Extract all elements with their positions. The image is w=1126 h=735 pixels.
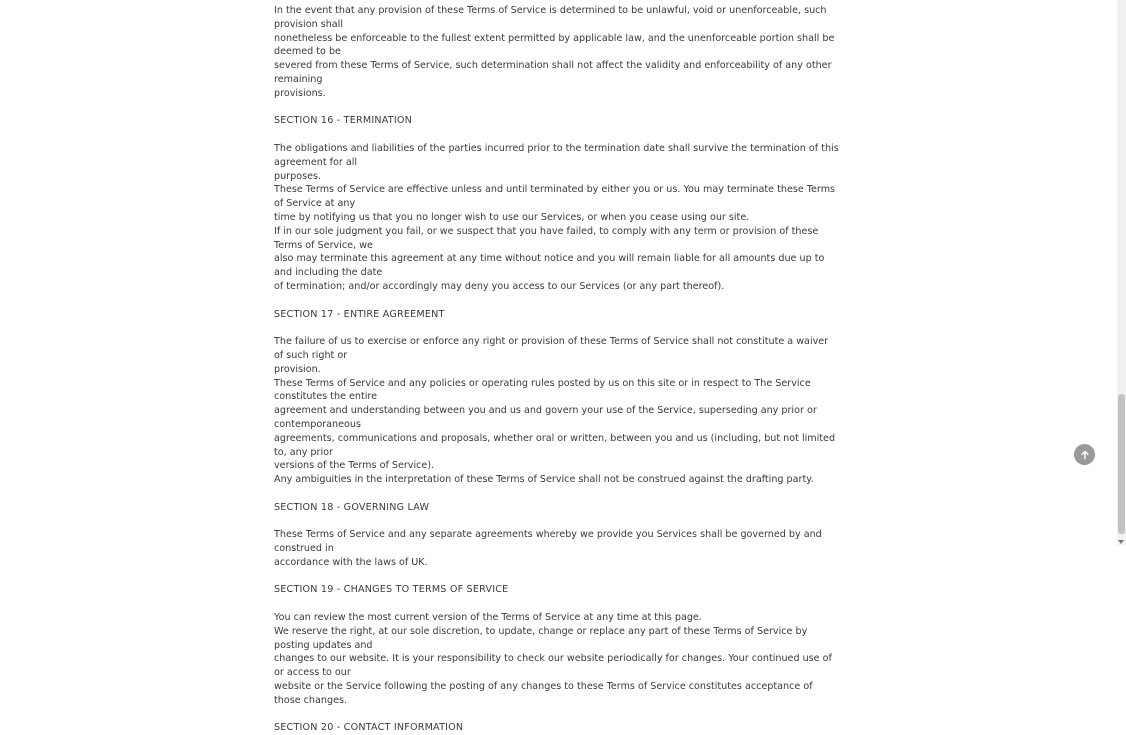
text-line: SECTION 16 - TERMINATION	[274, 115, 412, 127]
text-line: SECTION 17 - ENTIRE AGREEMENT	[274, 308, 445, 320]
vertical-scrollbar[interactable]	[1117, 0, 1126, 545]
paragraph	[274, 625, 840, 708]
text-line: versions of the Terms of Service).	[274, 460, 435, 472]
text-line: If in our sole judgment you fail, or we suspect that you have failed, to comply with any term or provision of these Terms of Service, we	[274, 225, 819, 251]
text-line: time by notifying us that you no longer wish to use our Services, or when you cease using our site.	[274, 211, 750, 223]
paragraph	[274, 335, 840, 376]
section-heading	[274, 501, 840, 515]
paragraph	[274, 142, 840, 183]
paragraph	[274, 611, 840, 625]
text-line: agreements, communications and proposals, whether oral or written, between you and us (including, but not limited to, any prior	[274, 432, 836, 458]
text-line: SECTION 20 - CONTACT INFORMATION	[274, 722, 464, 734]
paragraph	[274, 4, 840, 101]
text-line: Any ambiguities in the interpretation of these Terms of Service shall not be construed against the drafting party.	[274, 474, 814, 486]
text-line: You can review the most current version of the Terms of Service at any time at this page.	[274, 612, 702, 624]
paragraph	[274, 528, 840, 569]
section-heading	[274, 583, 840, 597]
paragraph	[274, 183, 840, 224]
text-line: provision.	[274, 363, 321, 375]
section-heading	[274, 114, 840, 128]
paragraph	[274, 225, 840, 294]
paragraph	[274, 473, 840, 487]
text-line: In the event that any provision of these Terms of Service is determined to be unlawful, void or unenforceable, such provision shall	[274, 5, 827, 30]
scroll-down-arrow-icon[interactable]	[1118, 540, 1124, 544]
text-line: provisions.	[274, 87, 326, 99]
text-line: purposes.	[274, 170, 322, 182]
text-line: The obligations and liabilities of the parties incurred prior to the termination date shall survive the termination of this agreement for all	[274, 142, 839, 168]
text-line: website or the Service following the posting of any changes to these Terms of Service constitutes acceptance of those changes.	[274, 681, 813, 706]
text-line: nonetheless be enforceable to the fullest extent permitted by applicable law, and the unenforceable portion shall be deemed to be	[274, 32, 835, 58]
back-to-top-button[interactable]	[1074, 444, 1095, 465]
text-line: also may terminate this agreement at any time without notice and you will remain liable for all amounts due up to and including the date	[274, 253, 825, 279]
text-line: We reserve the right, at our sole discretion, to update, change or replace any part of these Terms of Service by posting updates and	[274, 625, 808, 651]
text-line: accordance with the laws of UK.	[274, 556, 428, 568]
text-line: severed from these Terms of Service, such determination shall not affect the validity and enforceability of any other remaining	[274, 60, 832, 85]
scrollbar-thumb[interactable]	[1118, 394, 1125, 534]
text-line: These Terms of Service are effective unless and until terminated by either you or us. You may terminate these Terms of Service at any	[274, 184, 836, 210]
text-line: changes to our website. It is your responsibility to check our website periodically for changes. Your continued use of or access to our	[274, 653, 832, 679]
text-line: SECTION 19 - CHANGES TO TERMS OF SERVICE	[274, 584, 509, 596]
text-line: agreement and understanding between you and us and govern your use of the Service, superseding any prior or contemporaneous	[274, 405, 817, 430]
text-line: These Terms of Service and any separate agreements whereby we provide you Services shall be governed by and construed in	[274, 529, 822, 555]
terms-content	[274, 4, 840, 735]
section-heading	[274, 721, 840, 735]
text-line: SECTION 18 - GOVERNING LAW	[274, 501, 430, 513]
arrow-up-icon	[1080, 450, 1090, 460]
text-line: These Terms of Service and any policies or operating rules posted by us on this site or in respect to The Service constitutes the entire	[274, 377, 811, 403]
paragraph	[274, 377, 840, 474]
section-heading	[274, 308, 840, 322]
text-line: of termination; and/or accordingly may deny you access to our Services (or any part thereof).	[274, 280, 725, 292]
text-line: The failure of us to exercise or enforce any right or provision of these Terms of Service shall not constitute a waiver of such right or	[274, 336, 829, 361]
